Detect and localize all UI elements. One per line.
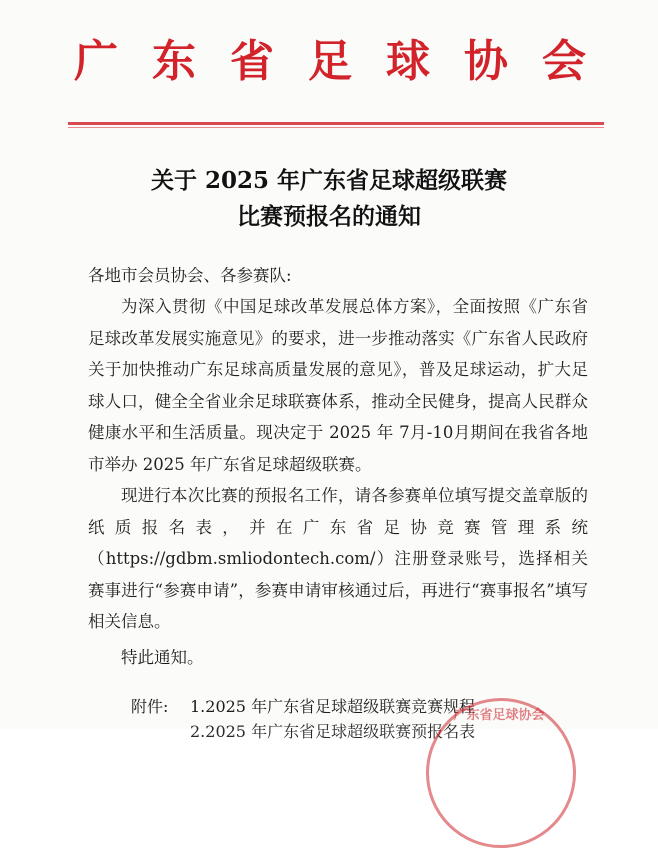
letterhead-red-rule — [68, 122, 604, 125]
closing-line: 特此通知。 — [121, 648, 204, 667]
attachment-item-1: 1.2025 年广东省足球超级联赛竞赛规程 — [190, 697, 476, 716]
document-title-line-2: 比赛预报名的通知 — [237, 203, 421, 230]
letterhead-red-rule-thin — [68, 127, 604, 128]
attachment-label: 附件: — [131, 697, 169, 716]
body-paragraph-1: 为深入贯彻《中国足球改革发展总体方案》，全面按照《广东省足球改革发展实施意见》的要求，进一步推动落实《广东省人民政府关于加快推动广东足球高质量发展的意见》，普及足球运动，扩大足球人口，健全全省业余足球联赛体系，推动全民健身，提高人民群众健康水平和生活质量。现决定于 2025 年 7月-10月期间在我省各地市举办 2025 年广东省足球超级联赛。 — [88, 297, 588, 474]
attachment-item-2: 2.2025 年广东省足球超级联赛预报名表 — [190, 722, 476, 741]
official-seal-text: 广东省足球协会 — [453, 708, 545, 723]
salutation: 各地市会员协会、各参赛队: — [88, 266, 292, 285]
organization-letterhead: 广东省足球协会 — [74, 36, 620, 87]
body-paragraph-2: 现进行本次比赛的预报名工作，请各参赛单位填写提交盖章版的纸质报名表，并在广东省足协竞赛管理系统（https://gdbm.smliodontech.com/）注册登录账号，选择相关赛事进行“参赛申请”，参赛申请审核通过后，再进行“赛事报名”填写相关信息。 — [88, 486, 588, 631]
document-title-line-1: 关于 2025 年广东省足球超级联赛 — [150, 167, 508, 194]
